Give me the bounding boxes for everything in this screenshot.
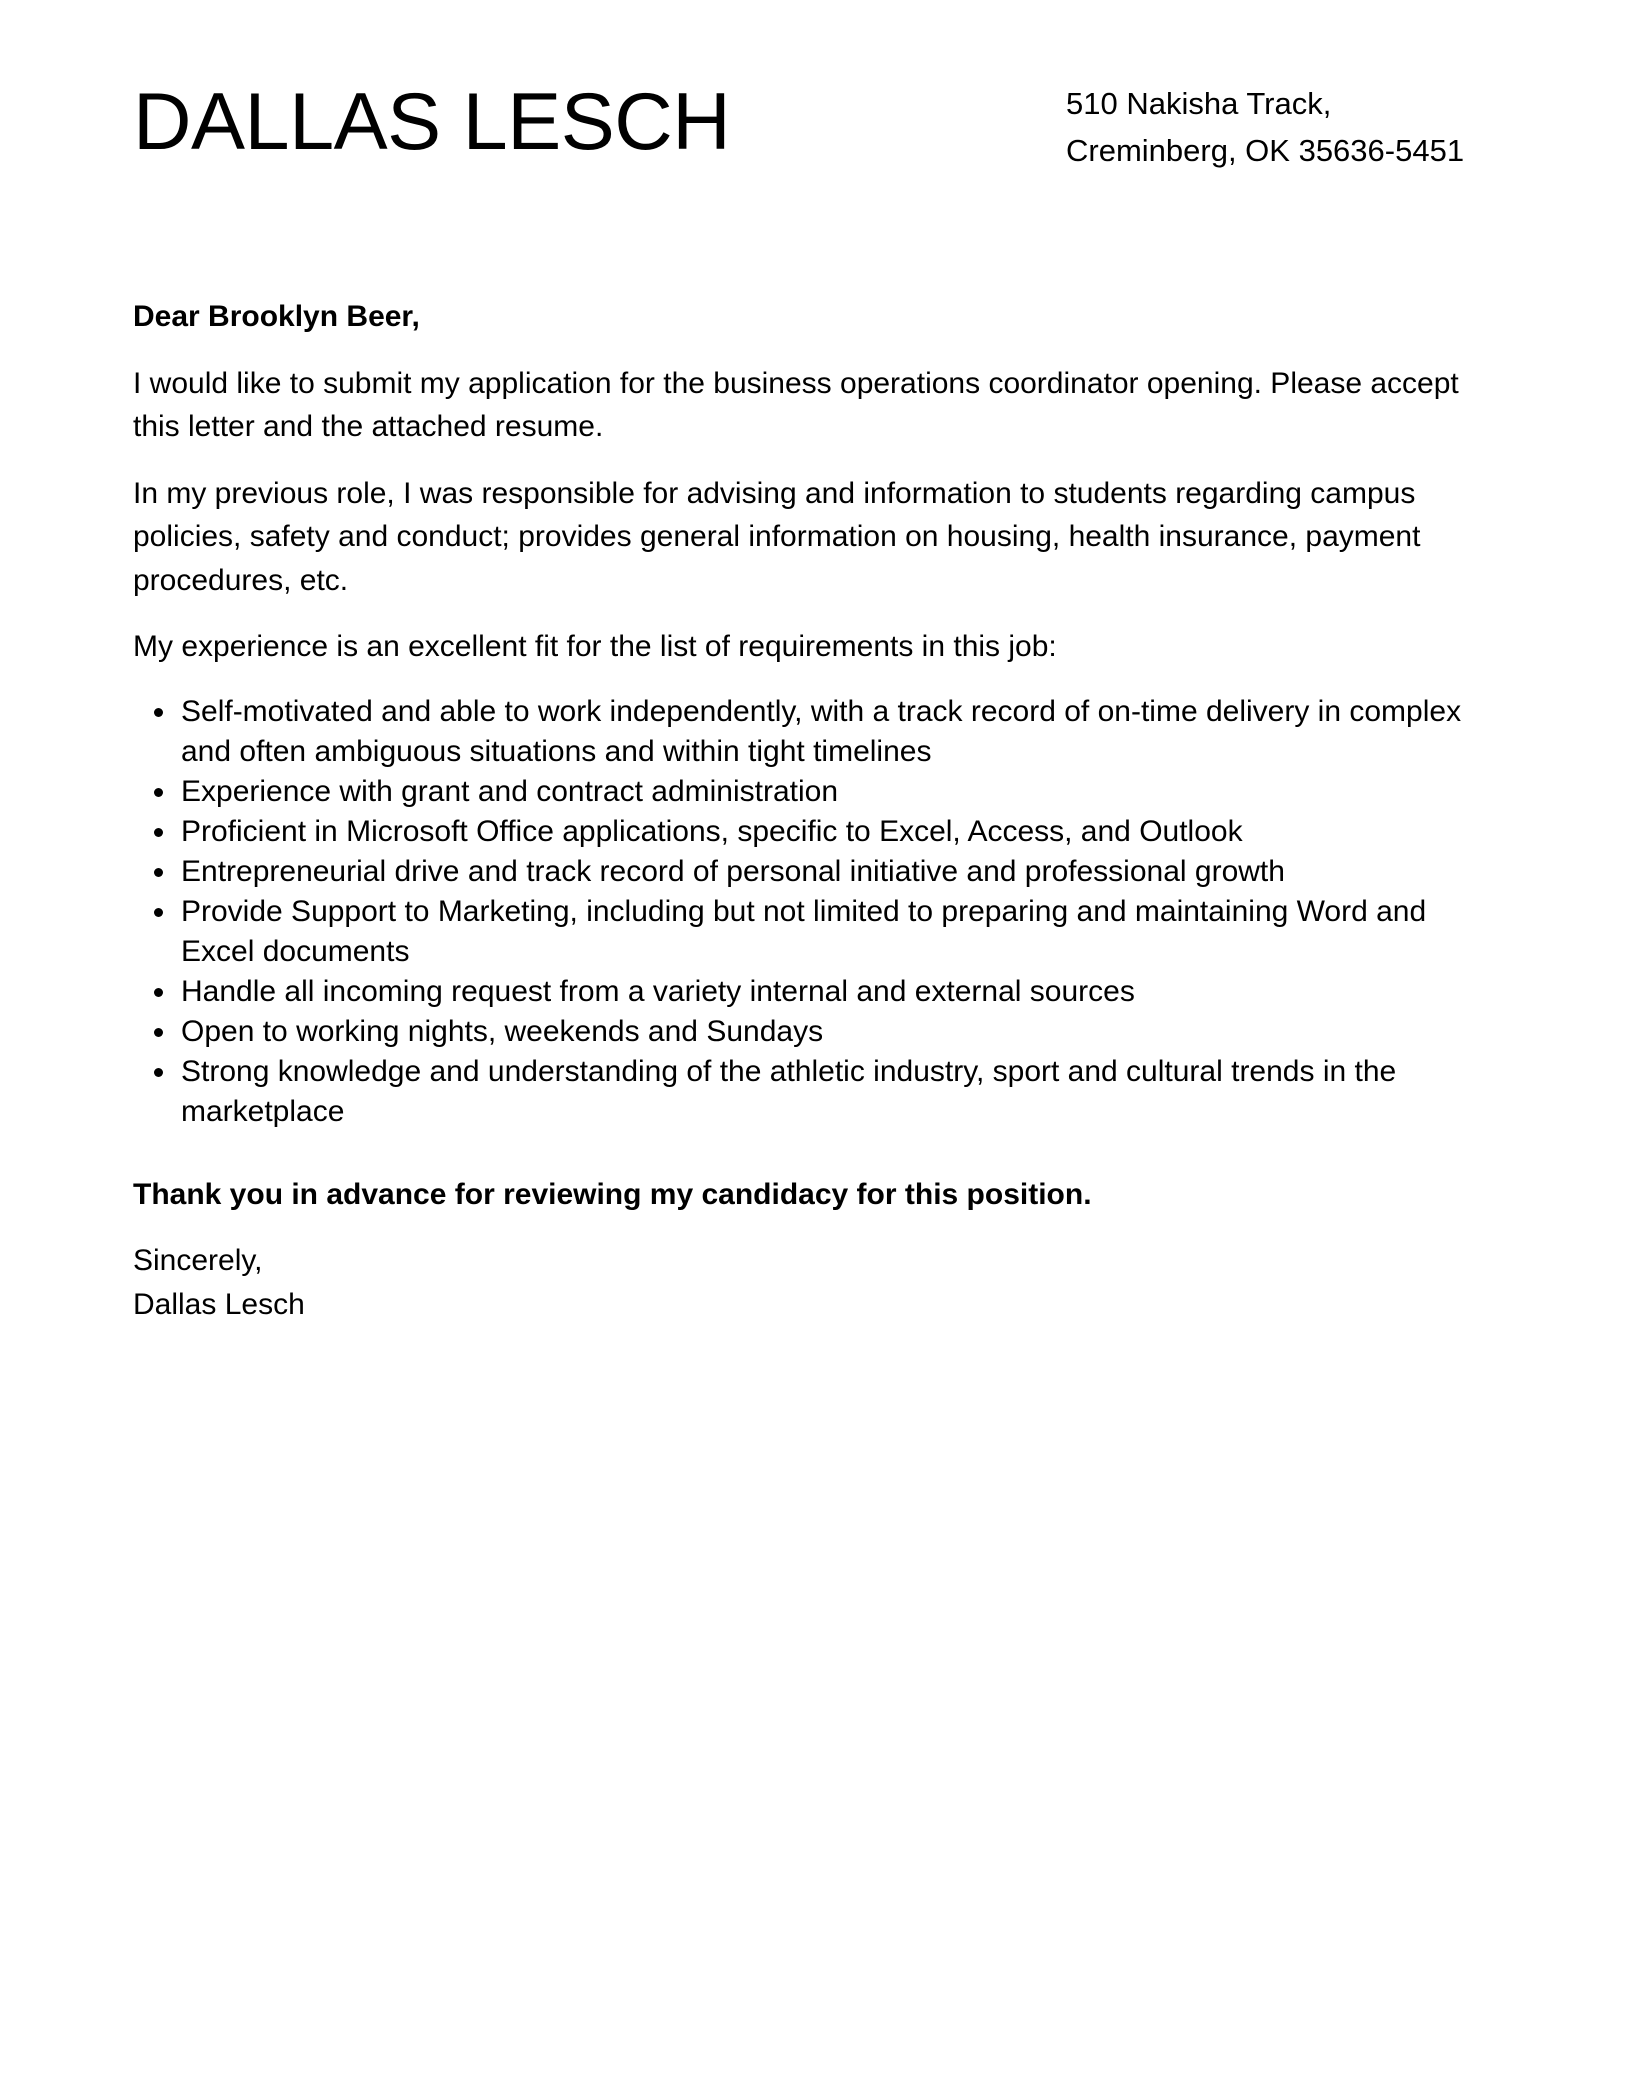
letter-body (133, 295, 1503, 1326)
letter-header (133, 70, 1499, 190)
applicant-address (1066, 80, 1464, 174)
paragraph-requirements-intro: My experience is an excellent fit for the list of requirements in this job: (133, 630, 1057, 663)
list-item: Handle all incoming request from a variety internal and external sources (181, 972, 1503, 1012)
address-line-1: 510 Nakisha Track, (1066, 86, 1332, 121)
signature: Dallas Lesch (133, 1287, 305, 1321)
thank-you-line: Thank you in advance for reviewing my candidacy for this position. (133, 1177, 1092, 1211)
list-item: Strong knowledge and understanding of the athletic industry, sport and cultural trends in the marketplace (181, 1052, 1503, 1132)
closing: Sincerely, (133, 1244, 263, 1277)
list-item: Open to working nights, weekends and Sundays (181, 1012, 1503, 1052)
list-item: Experience with grant and contract administration (181, 772, 1503, 812)
list-item: Self-motivated and able to work independently, with a track record of on-time delivery in complex and often ambiguous situations and within tight timelines (181, 692, 1503, 772)
requirements-list (133, 692, 1503, 1132)
paragraph-previous-role: In my previous role, I was responsible for advising and information to students regarding campus policies, safety and conduct; provides general information on housing, health insurance, payment procedures, etc. (133, 476, 1421, 597)
paragraph-intro: I would like to submit my application for the business operations coordinator opening. Please accept this letter and the attached resume. (133, 366, 1459, 443)
closing-block (133, 1239, 1503, 1326)
list-item: Provide Support to Marketing, including but not limited to preparing and maintaining Word and Excel documents (181, 892, 1503, 972)
salutation: Dear Brooklyn Beer, (133, 300, 420, 333)
applicant-name: DALLAS LESCH (133, 77, 731, 167)
list-item: Proficient in Microsoft Office applications, specific to Excel, Access, and Outlook (181, 812, 1503, 852)
list-item: Entrepreneurial drive and track record of personal initiative and professional growth (181, 852, 1503, 892)
address-line-2: Creminberg, OK 35636-5451 (1066, 133, 1465, 168)
